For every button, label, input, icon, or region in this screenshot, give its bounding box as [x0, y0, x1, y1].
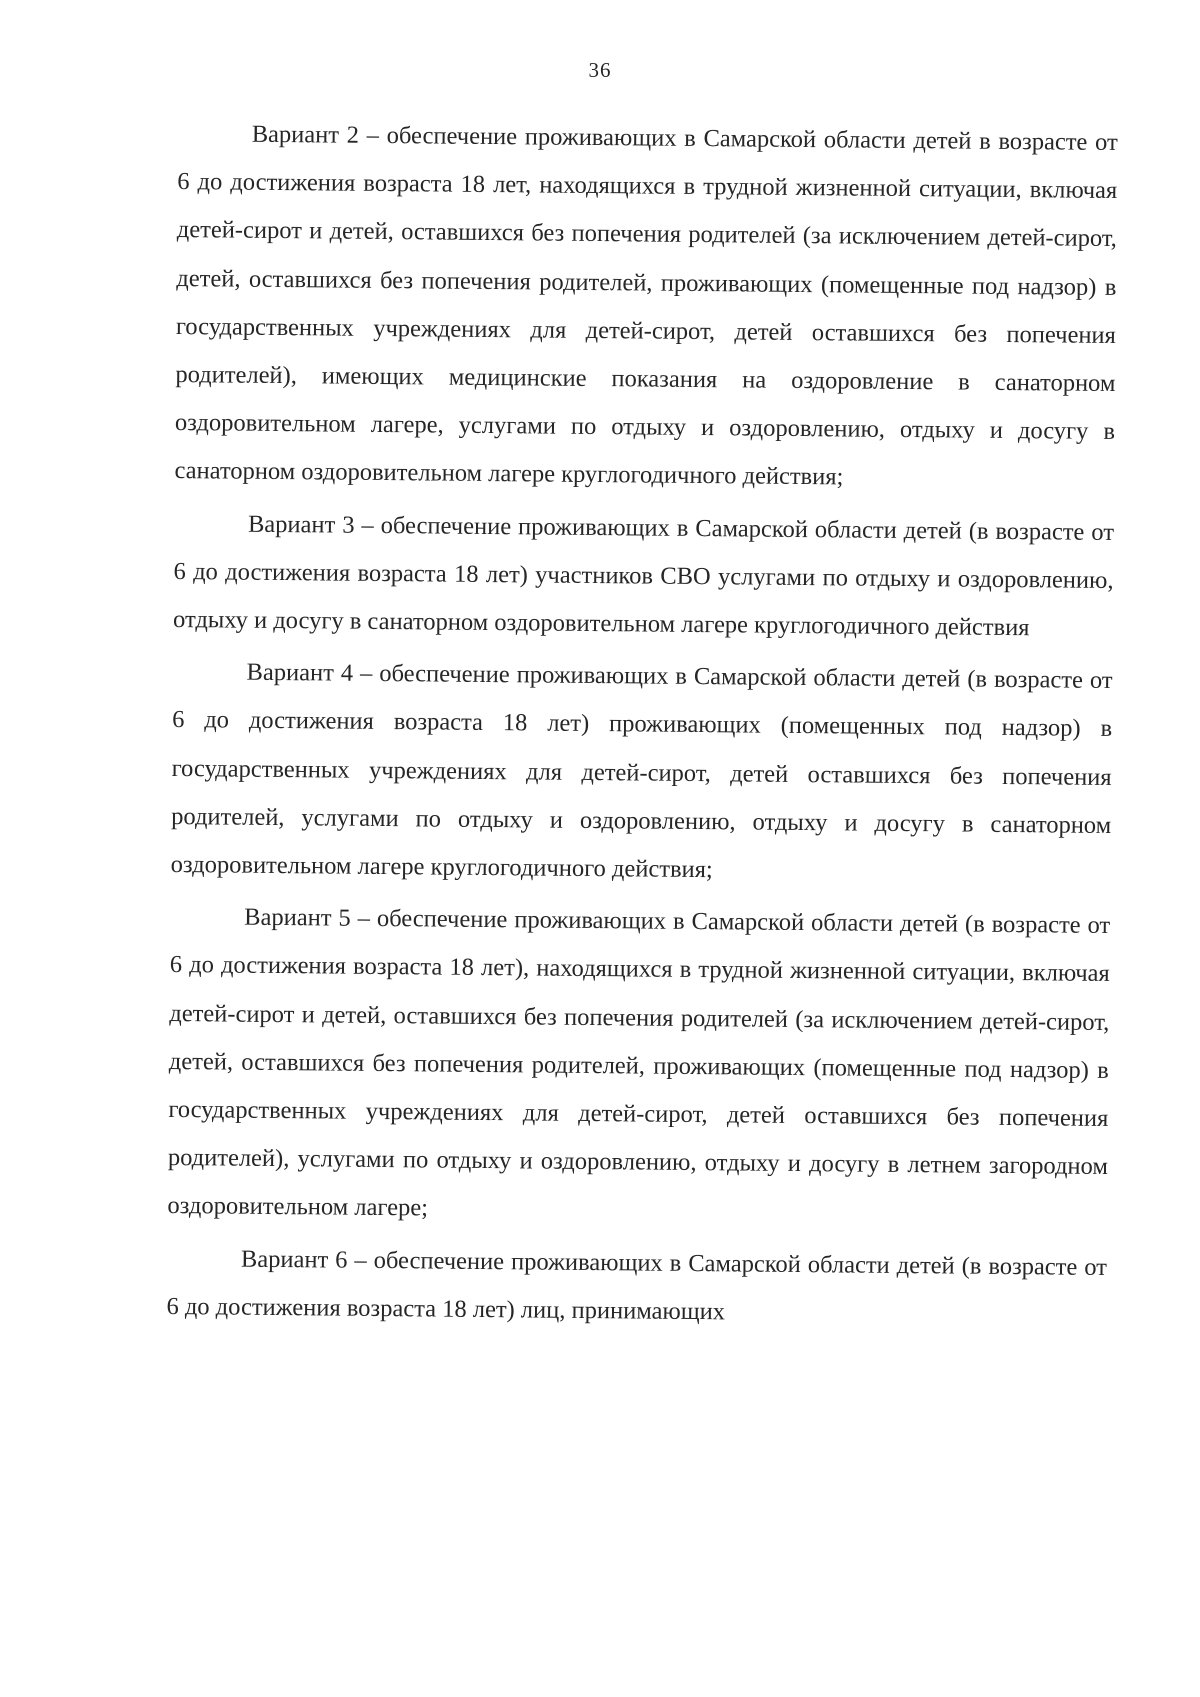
document-body [166, 110, 1118, 1340]
paragraph-variant-4: Вариант 4 – обеспечение проживающих в Самарской области детей (в возрасте от 6 до достижения возраста 18 лет) проживающих (помещенных под надзор) в государственных учреждениях для детей-сирот, детей оставшихся без попечения родителей, услугами по отдыху и оздоровлению, отдыху и досугу в санаторном оздоровительном лагере круглогодичного действия; [170, 658, 1113, 884]
paragraph-variant-2: Вариант 2 – обеспечение проживающих в Самарской области детей в возрасте от 6 до достижения возраста 18 лет, находящихся в трудной жизненной ситуации, включая детей-сирот и детей, оставшихся без попечения родителей (за исключением детей-сирот, детей, оставшихся без попечения родителей, проживающих (помещенные под надзор) в государственных учреждениях для детей-сирот, детей оставшихся без попечения родителей), имеющих медицинские показания на оздоровление в санаторном оздоровительном лагере, услугами по отдыху и оздоровлению, отдыху и досугу в санаторном оздоровительном лагере круглогодичного действия; [174, 120, 1118, 491]
page-number: 36 [588, 58, 612, 82]
paragraph-variant-3: Вариант 3 – обеспечение проживающих в Самарской области детей (в возрасте от 6 до достижения возраста 18 лет) участников СВО услугами по отдыху и оздоровлению, отдыху и досугу в санаторном оздоровительном лагере круглогодичного действия [172, 510, 1115, 642]
paragraph-variant-6: Вариант 6 – обеспечение проживающих в Самарской области детей (в возрасте от 6 до достижения возраста 18 лет) лиц, принимающих [166, 1245, 1108, 1326]
paragraph-variant-5: Вариант 5 – обеспечение проживающих в Самарской области детей (в возрасте от 6 до достижения возраста 18 лет), находящихся в трудной жизненной ситуации, включая детей-сирот и детей, оставшихся без попечения родителей (за исключением детей-сирот, детей, оставшихся без попечения родителей, проживающих (помещенные под надзор) в государственных учреждениях для детей-сирот, детей оставшихся без попечения родителей), услугами по отдыху и оздоровлению, отдыху и досугу в летнем загородном оздоровительном лагере; [167, 903, 1111, 1222]
